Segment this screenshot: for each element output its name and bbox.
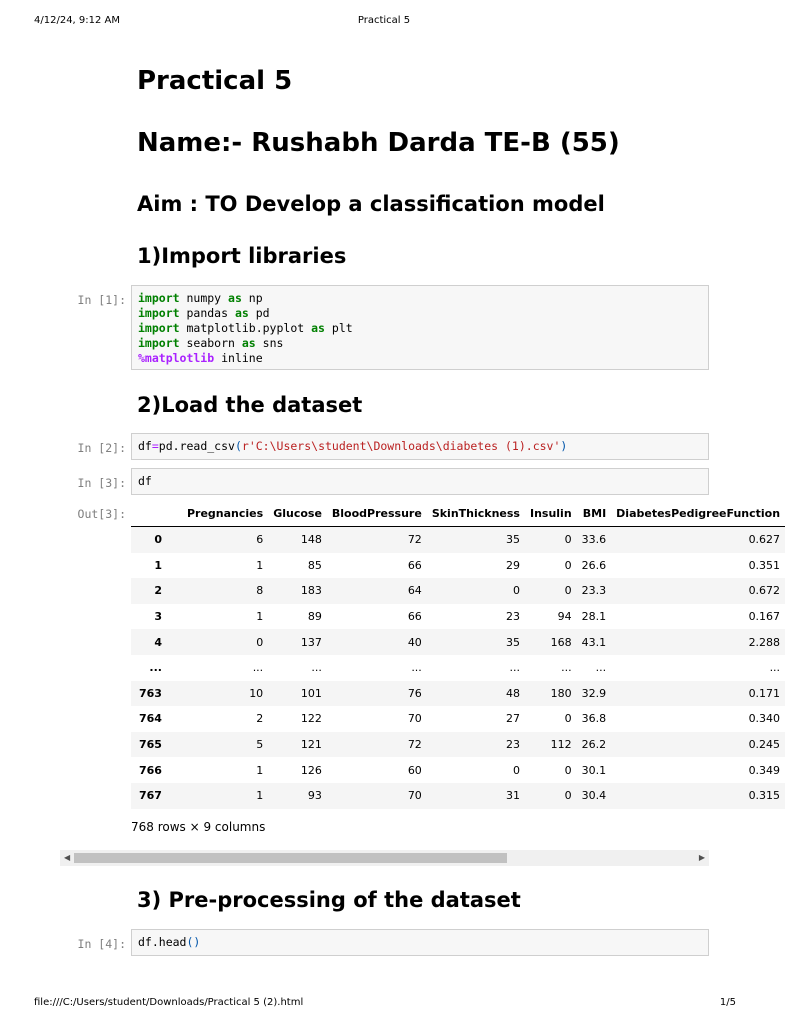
table-cell: 1 — [256, 610, 264, 624]
chevron-left-icon[interactable]: ◀ — [64, 853, 71, 862]
column-header: SkinThickness — [427, 500, 525, 527]
table-cell: 33.6 — [581, 533, 607, 547]
column-header: DiabetesPedigreeFunction — [611, 500, 785, 527]
row-index: 2 — [154, 584, 162, 598]
table-row — [131, 732, 785, 758]
table-cell: 0 — [564, 712, 572, 726]
index-header — [131, 500, 182, 527]
row-index: 766 — [139, 763, 162, 777]
table-row — [131, 629, 785, 655]
table-cell: 0.351 — [748, 558, 781, 572]
row-index: 763 — [139, 686, 162, 700]
column-header: BMI — [577, 500, 612, 527]
print-file-path: file:///C:/Users/student/Downloads/Practical 5 (2).html — [34, 997, 304, 1008]
table-row — [131, 655, 785, 681]
table-cell: 112 — [550, 738, 572, 752]
code-line: import seaborn as sns — [138, 336, 284, 350]
table-cell: 168 — [550, 635, 572, 649]
table-cell: ... — [769, 661, 781, 675]
table-cell: 1 — [256, 558, 264, 572]
cell-4-prompt: In [4]: — [77, 937, 126, 951]
table-cell: ... — [509, 661, 520, 675]
table-cell: 8 — [256, 584, 264, 598]
table-cell: 1 — [256, 789, 264, 803]
table-cell: 101 — [300, 686, 322, 700]
table-cell: 43.1 — [581, 635, 607, 649]
table-row — [131, 553, 785, 579]
print-datetime: 4/12/24, 9:12 AM — [34, 15, 121, 26]
table-cell: 10 — [249, 686, 264, 700]
table-cell: 35 — [505, 635, 520, 649]
code-cell-1[interactable] — [131, 285, 709, 370]
row-index: 765 — [139, 738, 162, 752]
table-row — [131, 706, 785, 732]
horizontal-scrollbar[interactable] — [60, 850, 709, 866]
table-row — [131, 757, 785, 783]
table-cell: 0 — [564, 763, 572, 777]
table-cell: 121 — [300, 738, 322, 752]
code-cell-2[interactable]: df=pd.read_csv(r'C:\Users\student\Downloads\diabetes (1).csv') — [131, 433, 709, 460]
table-cell: 148 — [300, 533, 322, 547]
table-cell: 70 — [407, 789, 422, 803]
cell-3-prompt: In [3]: — [77, 476, 126, 490]
table-cell: 76 — [407, 686, 422, 700]
table-cell: 66 — [407, 558, 422, 572]
aim-heading: Aim : TO Develop a classification model — [137, 192, 605, 216]
table-cell: 72 — [407, 738, 422, 752]
dataframe-table — [131, 500, 785, 809]
table-cell: 1 — [256, 763, 264, 777]
table-cell: 35 — [505, 533, 520, 547]
table-row — [131, 783, 785, 809]
column-header: BloodPressure — [327, 500, 427, 527]
table-cell: 30.4 — [581, 789, 607, 803]
column-header: Insulin — [525, 500, 577, 527]
column-header: Pregnancies — [182, 500, 268, 527]
table-row — [131, 604, 785, 630]
table-cell: 0 — [564, 584, 572, 598]
table-cell: 0 — [512, 763, 520, 777]
table-cell: 29 — [505, 558, 520, 572]
table-cell: 26.2 — [581, 738, 607, 752]
table-header-row — [131, 500, 785, 527]
table-cell: 26.6 — [581, 558, 607, 572]
output-prompt: Out[3]: — [77, 507, 126, 521]
cell-1-prompt: In [1]: — [77, 293, 126, 307]
page-title: Practical 5 — [137, 66, 293, 96]
table-cell: 70 — [407, 712, 422, 726]
table-cell: ... — [252, 661, 264, 675]
section-import-heading: 1)Import libraries — [137, 244, 347, 268]
code-line: import numpy as np — [138, 291, 263, 305]
table-cell: ... — [411, 661, 422, 675]
table-cell: 23.3 — [581, 584, 607, 598]
author-heading: Name:- Rushabh Darda TE-B (55) — [137, 128, 620, 158]
table-cell: 72 — [407, 533, 422, 547]
table-cell: 23 — [505, 610, 520, 624]
column-header: Glucose — [268, 500, 327, 527]
table-cell: 40 — [407, 635, 422, 649]
table-cell: 0.171 — [748, 686, 781, 700]
table-row — [131, 527, 785, 553]
table-cell: 36.8 — [581, 712, 607, 726]
code-cell-4[interactable]: df.head() — [131, 929, 709, 956]
table-cell: 2 — [256, 712, 264, 726]
table-body — [131, 527, 785, 809]
table-cell: 30.1 — [581, 763, 607, 777]
table-cell: ... — [595, 661, 607, 675]
table-cell: 0.315 — [748, 789, 781, 803]
table-cell: 66 — [407, 610, 422, 624]
table-cell: 2.288 — [748, 635, 781, 649]
cell-2-prompt: In [2]: — [77, 441, 126, 455]
row-index: 0 — [154, 533, 162, 547]
table-cell: 0 — [564, 558, 572, 572]
table-cell: 137 — [300, 635, 322, 649]
row-index: 764 — [139, 712, 162, 726]
table-cell: 94 — [557, 610, 572, 624]
section-load-heading: 2)Load the dataset — [137, 393, 363, 417]
table-cell: 0 — [564, 789, 572, 803]
dataframe-shape-text: 768 rows × 9 columns — [131, 820, 266, 834]
table-cell: 126 — [300, 763, 322, 777]
print-page-number: 1/5 — [719, 997, 736, 1008]
table-cell: 28.1 — [581, 610, 607, 624]
table-cell: 180 — [550, 686, 572, 700]
table-cell: 0.340 — [748, 712, 781, 726]
code-line: import pandas as pd — [138, 306, 270, 320]
table-cell: 93 — [307, 789, 322, 803]
code-cell-3[interactable]: df — [131, 468, 709, 495]
table-cell: 89 — [307, 610, 322, 624]
table-cell: 6 — [256, 533, 264, 547]
table-cell: 85 — [307, 558, 322, 572]
table-cell: 0.245 — [748, 738, 781, 752]
row-index: 4 — [154, 635, 162, 649]
table-cell: 0.167 — [748, 610, 781, 624]
table-cell: 23 — [505, 738, 520, 752]
chevron-right-icon[interactable]: ▶ — [698, 853, 705, 862]
table-cell: 48 — [505, 686, 520, 700]
row-index: ... — [149, 661, 162, 675]
table-cell: ... — [311, 661, 322, 675]
table-cell: ... — [561, 661, 572, 675]
table-cell: 0.672 — [748, 584, 781, 598]
table-row — [131, 578, 785, 604]
table-cell: 32.9 — [581, 686, 607, 700]
table-row — [131, 681, 785, 707]
table-cell: 60 — [407, 763, 422, 777]
row-index: 3 — [154, 610, 162, 624]
table-cell: 122 — [300, 712, 322, 726]
code-line: import matplotlib.pyplot as plt — [138, 321, 353, 335]
table-cell: 0.627 — [748, 533, 781, 547]
table-cell: 183 — [300, 584, 322, 598]
table-cell: 0 — [564, 533, 572, 547]
code-line: %matplotlib inline — [138, 351, 263, 365]
table-cell: 0 — [512, 584, 520, 598]
table-cell: 0.349 — [748, 763, 781, 777]
table-cell: 27 — [505, 712, 520, 726]
table-cell: 5 — [256, 738, 264, 752]
scrollbar-thumb[interactable] — [74, 853, 507, 863]
section-preprocess-heading: 3) Pre-processing of the dataset — [137, 888, 521, 912]
table-cell: 0 — [256, 635, 264, 649]
row-index: 767 — [139, 789, 162, 803]
table-cell: 64 — [407, 584, 422, 598]
row-index: 1 — [154, 558, 162, 572]
table-cell: 31 — [505, 789, 520, 803]
print-title: Practical 5 — [357, 15, 411, 26]
